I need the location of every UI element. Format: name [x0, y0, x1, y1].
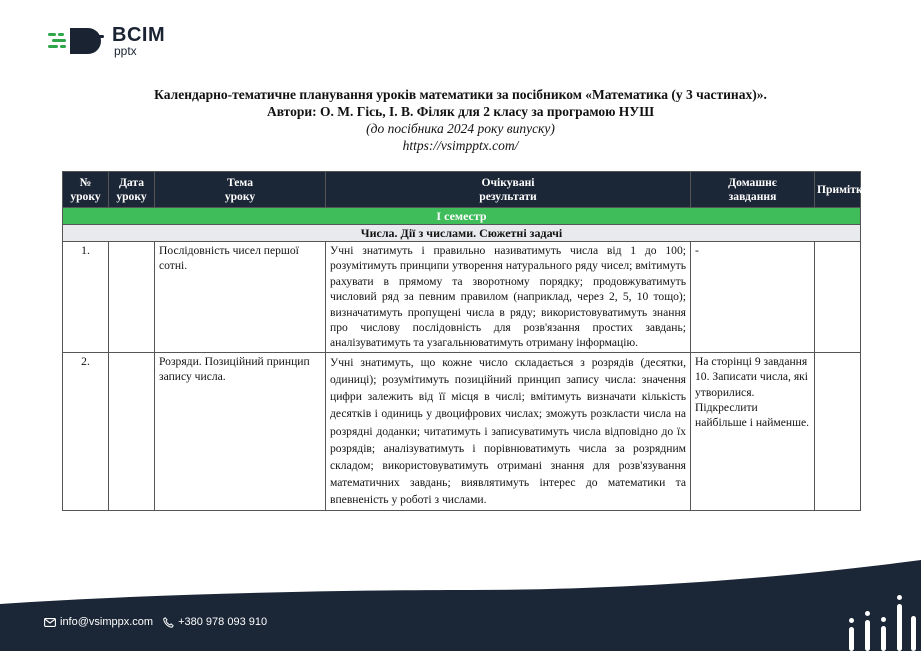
- header-lesson-number: № уроку: [63, 172, 109, 208]
- table-row: [63, 352, 861, 510]
- semester-label: І семестр: [63, 208, 861, 225]
- lesson-homework: На сторінці 9 завдання 10. Записати числа, які утворилися. Підкреслити найбільше і найменше.: [691, 352, 815, 510]
- mail-icon: [44, 618, 56, 627]
- logo-icon: [48, 24, 106, 58]
- lesson-results: Учні знатимуть, що кожне число складається з розрядів (десятки, одиниці); розумітимуть позиційний принцип запису числа: значення цифри залежить від її місця в числі; вмітимуть визначати кількість десятків і одиниць у двоцифрових числах; зможуть розкласти числа на розрядні доданки; читатимуть і записуватимуть числа відповідно до їх розрядів; аналізуватимуть і порівнюватимуть числа за розрядним складом; використовуватимуть отримані знання для розв'язування математичних завдань; виявлятимуть інтерес до математики та впевненість у роботі з числами.: [326, 352, 691, 510]
- lesson-notes: [815, 352, 861, 510]
- lesson-date: [109, 242, 155, 353]
- lesson-notes: [815, 242, 861, 353]
- lesson-number: 2.: [63, 352, 109, 510]
- document-heading: [0, 86, 921, 154]
- lesson-plan-table: [62, 171, 870, 511]
- lesson-topic: Розряди. Позиційний принцип запису числа.: [155, 352, 326, 510]
- header-homework: Домашнє завдання: [691, 172, 815, 208]
- footer-contacts: [44, 616, 267, 628]
- lesson-date: [109, 352, 155, 510]
- footer-phone-text: +380 978 093 910: [178, 616, 268, 628]
- header-lesson-date: Дата уроку: [109, 172, 155, 208]
- footer-email-text: info@vsimppx.com: [60, 616, 154, 628]
- heading-title: Календарно-тематичне планування уроків математики за посібником «Математика (у 3 частинах)».: [154, 87, 767, 102]
- table-row: [63, 242, 861, 353]
- section-row: [63, 225, 861, 242]
- footer-email[interactable]: [44, 616, 153, 628]
- header-lesson-topic: Тема уроку: [155, 172, 326, 208]
- table-header-row: [63, 172, 861, 208]
- semester-row: [63, 208, 861, 225]
- logo-title: BCIM: [112, 24, 166, 46]
- phone-icon: [163, 617, 174, 628]
- lesson-results: Учні знатимуть і правильно називатимуть числа від 1 до 100; розумітимуть принципи утворення натурального ряду чисел; вмітимуть рахувати в прямому та зворотному порядку; продовжуватимуть числовий ряд за певним правилом (наприклад, через 2, 5, 10 тощо); визначатимуть пропущені числа в ряду; використовуватимуть знання про числову послідовність для розв'язання простих завдань; аналізуватимуть та узагальнюватимуть отриману інформацію.: [326, 242, 691, 353]
- logo: [48, 24, 165, 58]
- lesson-topic: Послідовність чисел першої сотні.: [155, 242, 326, 353]
- footer-phone[interactable]: [163, 616, 267, 628]
- logo-subtitle: pptx: [114, 44, 137, 58]
- section-label: Числа. Дії з числами. Сюжетні задачі: [63, 225, 861, 242]
- heading-edition: (до посібника 2024 року випуску): [366, 121, 555, 136]
- bars-icon: [845, 590, 921, 651]
- header-expected-results: Очікувані результати: [326, 172, 691, 208]
- heading-url: https://vsimpptx.com/: [402, 138, 519, 153]
- header-notes: Примітки: [815, 172, 861, 208]
- heading-authors: Автори: О. М. Гісь, І. В. Філяк для 2 класу за програмою НУШ: [266, 104, 655, 119]
- lesson-homework: -: [691, 242, 815, 353]
- lesson-number: 1.: [63, 242, 109, 353]
- footer-wave: [0, 560, 921, 651]
